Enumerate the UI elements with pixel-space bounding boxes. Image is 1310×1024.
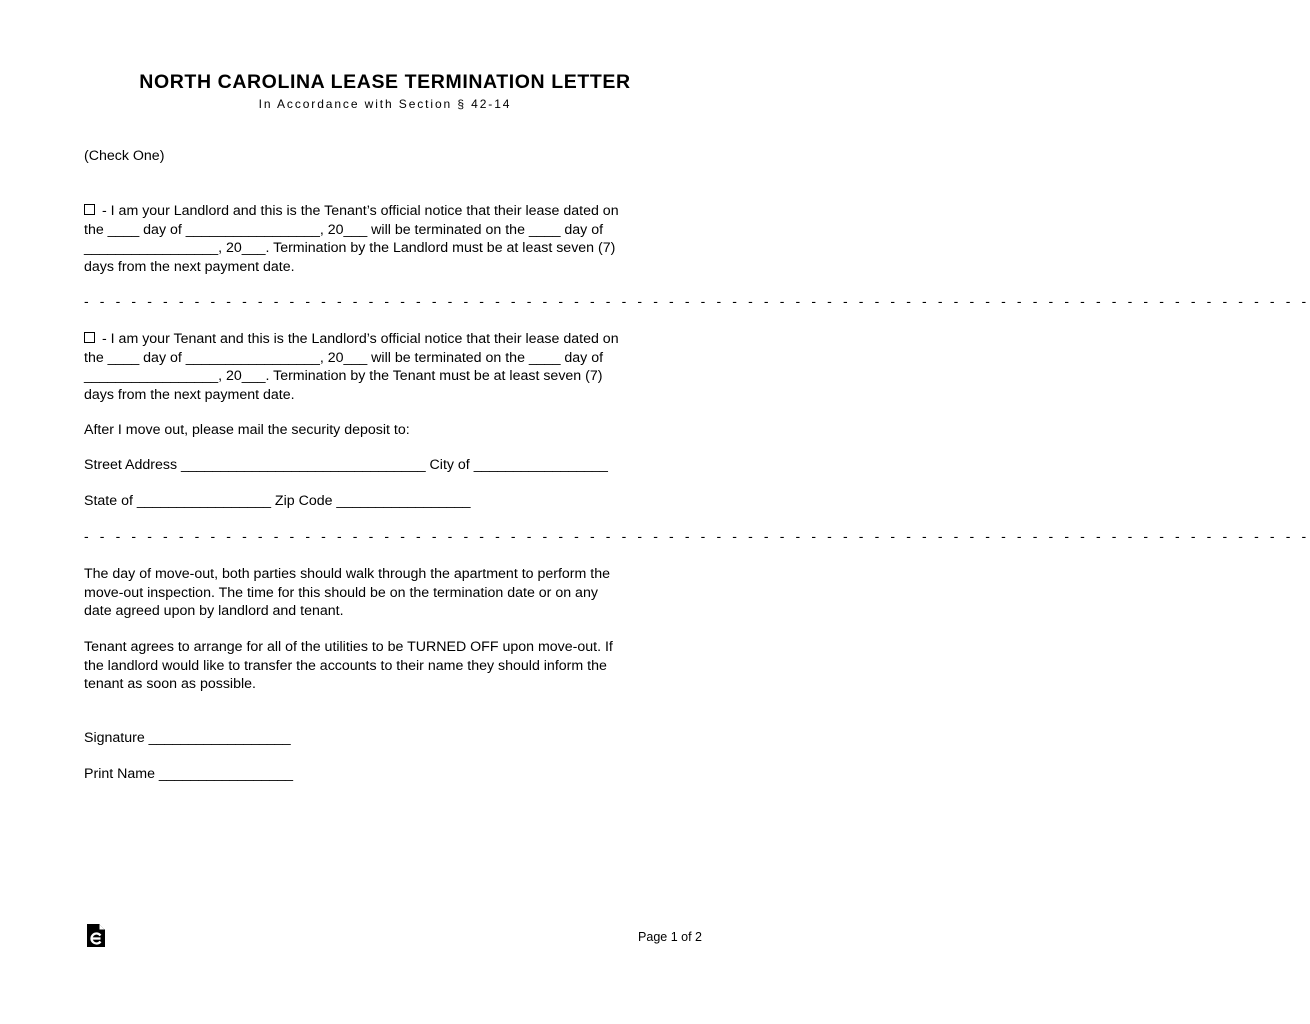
signature-field[interactable]: Signature __________________ xyxy=(84,730,291,746)
section-divider: - - - - - - - - - - - - - - - - - - - - - - - - - - - - - - - - - - - - - - - - - - - - - - - - - - - - - - - - - - - - - - - - - - - - - - - - - - - - - - xyxy=(84,293,1310,309)
landlord-option-line: - I am your Landlord and this is the Tenant’s official notice that their lease dated on xyxy=(84,202,684,221)
section-divider: - - - - - - - - - - - - - - - - - - - - - - - - - - - - - - - - - - - - - - - - - - - - - - - - - - - - - - - - - - - - - - - - - - - - - - - - - - - - - - xyxy=(84,528,1310,544)
paragraph-line: date agreed upon by landlord and tenant. xyxy=(84,603,344,619)
street-address-field[interactable]: Street Address _______________________________ City of _________________ xyxy=(84,457,608,473)
utilities-paragraph xyxy=(84,638,684,694)
print-name-field[interactable]: Print Name _________________ xyxy=(84,766,294,782)
paragraph-line: The day of move-out, both parties should walk through the apartment to perform the xyxy=(84,566,611,582)
document-subtitle: In Accordance with Section § 42-14 xyxy=(258,97,512,111)
paragraph-line: Tenant agrees to arrange for all of the utilities to be TURNED OFF upon move-out. If xyxy=(84,639,613,655)
landlord-option-line: days from the next payment date. xyxy=(84,258,295,275)
tenant-option xyxy=(84,330,684,404)
landlord-checkbox[interactable] xyxy=(84,204,95,215)
check-one-instruction: (Check One) xyxy=(84,148,165,164)
tenant-option-line: the ____ day of _________________, 20___ will be terminated on the ____ day of xyxy=(84,349,604,366)
paragraph-line: the landlord would like to transfer the accounts to their name they should inform the xyxy=(84,657,607,674)
document-title: NORTH CAROLINA LEASE TERMINATION LETTER xyxy=(139,71,631,93)
tenant-option-line: _________________, 20___. Termination by the Tenant must be at least seven (7) xyxy=(84,368,603,384)
inspection-paragraph xyxy=(84,565,684,621)
paragraph-line: move-out inspection. The time for this should be on the termination date or on any xyxy=(84,584,598,601)
paragraph-line: tenant as soon as possible. xyxy=(84,676,256,692)
tenant-option-line: days from the next payment date. xyxy=(84,386,295,403)
landlord-option-line: the ____ day of _________________, 20___ will be terminated on the ____ day of xyxy=(84,221,604,238)
state-zip-field[interactable]: State of _________________ Zip Code _________________ xyxy=(84,493,471,509)
tenant-checkbox[interactable] xyxy=(84,332,95,343)
landlord-option-line: _________________, 20___. Termination by the Landlord must be at least seven (7) xyxy=(84,240,616,256)
page-number: Page 1 of 2 xyxy=(638,930,702,944)
tenant-option-line: - I am your Tenant and this is the Landlord’s official notice that their lease dated on xyxy=(84,330,684,349)
landlord-option xyxy=(84,202,684,276)
eforms-logo-icon xyxy=(86,923,106,948)
deposit-intro: After I move out, please mail the security deposit to: xyxy=(84,422,410,438)
